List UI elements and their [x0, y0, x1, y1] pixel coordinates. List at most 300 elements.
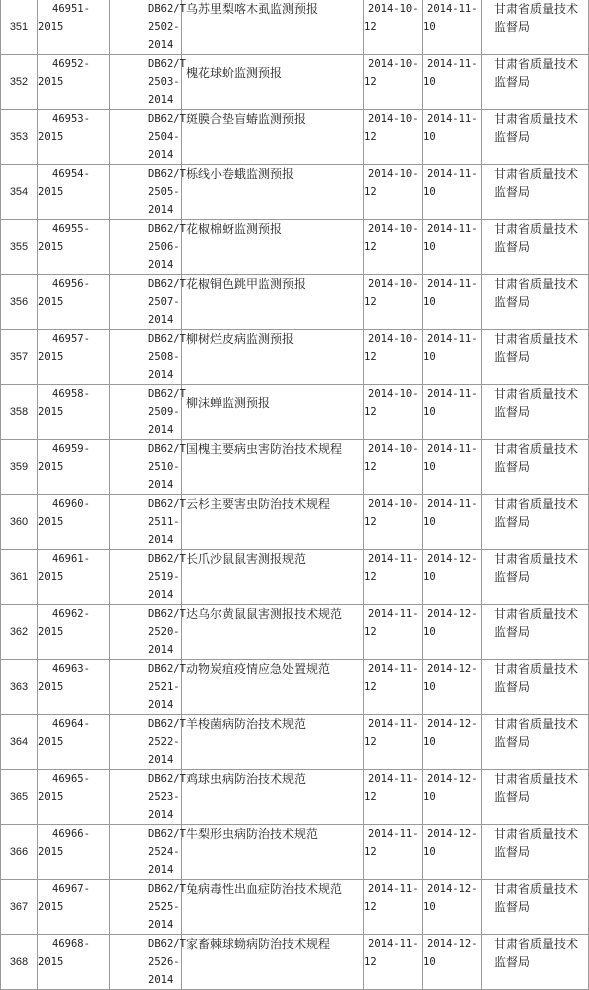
row-number-cell: [1, 55, 38, 110]
table-row: [1, 935, 589, 990]
standard-name: 乌苏里梨喀木虱监测预报: [186, 2, 319, 16]
issue-date-part1: 2014-10-: [368, 498, 419, 510]
standard-prefix: DB62/T: [148, 443, 186, 455]
standard-number: 2525-2014: [148, 901, 180, 931]
issue-date-part1: 2014-11-: [368, 608, 419, 620]
department-cell: [482, 110, 589, 165]
standard-number: 2509-2014: [148, 406, 180, 436]
record-number: 46952-: [52, 58, 90, 70]
standard-id-cell: [110, 770, 186, 825]
row-number-cell: [1, 275, 38, 330]
standard-id-cell: [110, 660, 186, 715]
standard-code-cell: [38, 165, 110, 220]
standard-id-cell: [110, 220, 186, 275]
record-year: 2015: [38, 406, 64, 418]
issue-date-part2: 12: [364, 461, 377, 473]
department-name: 甘肃省质量技术 监督局: [494, 332, 579, 364]
table-row: [1, 825, 589, 880]
standard-name: 羊梭菌病防治技术规范: [186, 717, 307, 731]
row-number: 356: [9, 296, 29, 308]
record-number: 46957-: [52, 333, 90, 345]
standard-name: 槐花球蚧监测预报: [186, 66, 283, 80]
standard-name-cell: [182, 660, 364, 715]
row-number-cell: [1, 715, 38, 770]
implement-date-cell: [423, 165, 482, 220]
implement-date-part2: 10: [423, 626, 436, 638]
implement-date-part1: 2014-11-: [427, 388, 478, 400]
implement-date-part1: 2014-11-: [427, 278, 478, 290]
table-row: [1, 550, 589, 605]
record-year: 2015: [38, 461, 64, 473]
issue-date-cell: [364, 660, 423, 715]
issue-date-part2: 12: [364, 901, 377, 913]
standard-name: 花椒棉蚜监测预报: [186, 222, 283, 236]
standard-name-cell: [182, 605, 364, 660]
issue-date-part2: 12: [364, 626, 377, 638]
standard-code-cell: [38, 715, 110, 770]
implement-date-cell: [423, 660, 482, 715]
department-cell: [482, 495, 589, 550]
issue-date-part2: 12: [364, 846, 377, 858]
issue-date-cell: [364, 0, 423, 55]
department-name: 甘肃省质量技术 监督局: [494, 607, 579, 639]
issue-date-part1: 2014-10-: [368, 333, 419, 345]
record-year: 2015: [38, 21, 64, 33]
department-name: 甘肃省质量技术 监督局: [494, 772, 579, 804]
record-number: 46967-: [52, 883, 90, 895]
standard-prefix: DB62/T: [148, 388, 186, 400]
record-number: 46962-: [52, 608, 90, 620]
standard-name: 斑膜合垫盲蝽监测预报: [186, 112, 307, 126]
standard-name: 云杉主要害虫防治技术规程: [186, 497, 331, 511]
standard-name-cell: [182, 165, 364, 220]
implement-date-part2: 10: [423, 296, 436, 308]
standard-id-cell: [110, 935, 186, 990]
standard-name-cell: [182, 330, 364, 385]
department-name: 甘肃省质量技术 监督局: [494, 167, 579, 199]
standard-id-cell: [110, 880, 186, 935]
standard-code-cell: [38, 220, 110, 275]
implement-date-part2: 10: [423, 901, 436, 913]
row-number-cell: [1, 165, 38, 220]
issue-date-cell: [364, 330, 423, 385]
standard-name: 柳沫蝉监测预报: [186, 396, 271, 410]
standard-name: 鸡球虫病防治技术规范: [186, 772, 307, 786]
issue-date-cell: [364, 495, 423, 550]
implement-date-part1: 2014-12-: [427, 608, 478, 620]
standard-id-cell: [110, 440, 186, 495]
row-number: 363: [9, 681, 29, 693]
table-row: [1, 880, 589, 935]
implement-date-part1: 2014-12-: [427, 773, 478, 785]
standard-prefix: DB62/T: [148, 608, 186, 620]
standard-number: 2511-2014: [148, 516, 180, 546]
row-number-cell: [1, 330, 38, 385]
standard-name-cell: [182, 55, 364, 110]
issue-date-part2: 12: [364, 956, 377, 968]
standard-id-cell: [110, 330, 186, 385]
standard-prefix: DB62/T: [148, 498, 186, 510]
implement-date-cell: [423, 330, 482, 385]
issue-date-cell: [364, 275, 423, 330]
standard-name-cell: [182, 550, 364, 605]
department-name: 甘肃省质量技术 监督局: [494, 57, 579, 89]
implement-date-part2: 10: [423, 681, 436, 693]
record-number: 46954-: [52, 168, 90, 180]
department-name: 甘肃省质量技术 监督局: [494, 2, 579, 34]
implement-date-cell: [423, 110, 482, 165]
department-cell: [482, 275, 589, 330]
record-number: 46955-: [52, 223, 90, 235]
standard-number: 2519-2014: [148, 571, 180, 601]
department-cell: [482, 550, 589, 605]
record-number: 46956-: [52, 278, 90, 290]
standard-prefix: DB62/T: [148, 938, 186, 950]
implement-date-cell: [423, 605, 482, 660]
row-number: 355: [9, 241, 29, 253]
department-cell: [482, 880, 589, 935]
row-number: 354: [9, 186, 29, 198]
standard-code-cell: [38, 385, 110, 440]
row-number: 368: [9, 956, 29, 968]
implement-date-part2: 10: [423, 131, 436, 143]
issue-date-part1: 2014-11-: [368, 828, 419, 840]
implement-date-part1: 2014-11-: [427, 498, 478, 510]
record-year: 2015: [38, 791, 64, 803]
standard-name-cell: [182, 220, 364, 275]
standard-prefix: DB62/T: [148, 58, 186, 70]
issue-date-part1: 2014-11-: [368, 773, 419, 785]
implement-date-part2: 10: [423, 516, 436, 528]
standard-name: 柳树烂皮病监测预报: [186, 332, 295, 346]
record-number: 46964-: [52, 718, 90, 730]
implement-date-part2: 10: [423, 461, 436, 473]
standard-prefix: DB62/T: [148, 333, 186, 345]
standard-prefix: DB62/T: [148, 663, 186, 675]
department-cell: [482, 0, 589, 55]
standard-number: 2507-2014: [148, 296, 180, 326]
implement-date-part2: 10: [423, 406, 436, 418]
row-number: 352: [9, 76, 29, 88]
issue-date-cell: [364, 880, 423, 935]
issue-date-part2: 12: [364, 681, 377, 693]
implement-date-cell: [423, 880, 482, 935]
standard-number: 2503-2014: [148, 76, 180, 106]
issue-date-part1: 2014-10-: [368, 58, 419, 70]
implement-date-cell: [423, 495, 482, 550]
standard-name: 花椒铜色跳甲监测预报: [186, 277, 307, 291]
row-number-cell: [1, 605, 38, 660]
standard-name-cell: [182, 275, 364, 330]
row-number: 361: [9, 571, 29, 583]
table-row: [1, 220, 589, 275]
department-name: 甘肃省质量技术 监督局: [494, 442, 579, 474]
implement-date-part1: 2014-11-: [427, 333, 478, 345]
row-number-cell: [1, 770, 38, 825]
issue-date-part1: 2014-10-: [368, 3, 419, 15]
row-number: 364: [9, 736, 29, 748]
department-cell: [482, 165, 589, 220]
standard-number: 2505-2014: [148, 186, 180, 216]
row-number-cell: [1, 110, 38, 165]
standard-name-cell: [182, 495, 364, 550]
standard-id-cell: [110, 165, 186, 220]
issue-date-cell: [364, 220, 423, 275]
department-cell: [482, 220, 589, 275]
department-name: 甘肃省质量技术 监督局: [494, 552, 579, 584]
implement-date-part1: 2014-12-: [427, 828, 478, 840]
implement-date-cell: [423, 715, 482, 770]
implement-date-part1: 2014-12-: [427, 718, 478, 730]
department-cell: [482, 770, 589, 825]
department-cell: [482, 330, 589, 385]
standard-name-cell: [182, 825, 364, 880]
standard-code-cell: [38, 330, 110, 385]
standard-name: 达乌尔黄鼠鼠害测报技术规范: [186, 607, 343, 621]
issue-date-part2: 12: [364, 186, 377, 198]
standard-number: 2510-2014: [148, 461, 180, 491]
row-number-cell: [1, 880, 38, 935]
department-name: 甘肃省质量技术 监督局: [494, 662, 579, 694]
table-body: [1, 0, 589, 990]
standard-number: 2521-2014: [148, 681, 180, 711]
department-cell: [482, 660, 589, 715]
row-number: 353: [9, 131, 29, 143]
standard-prefix: DB62/T: [148, 223, 186, 235]
record-number: 46960-: [52, 498, 90, 510]
standard-code-cell: [38, 605, 110, 660]
standard-prefix: DB62/T: [148, 883, 186, 895]
standard-code-cell: [38, 110, 110, 165]
standard-prefix: DB62/T: [148, 3, 186, 15]
issue-date-cell: [364, 110, 423, 165]
standard-code-cell: [38, 0, 110, 55]
standard-name-cell: [182, 385, 364, 440]
department-cell: [482, 55, 589, 110]
table-row: [1, 495, 589, 550]
standard-number: 2508-2014: [148, 351, 180, 381]
department-cell: [482, 935, 589, 990]
implement-date-cell: [423, 770, 482, 825]
implement-date-part1: 2014-11-: [427, 223, 478, 235]
implement-date-part2: 10: [423, 186, 436, 198]
department-name: 甘肃省质量技术 监督局: [494, 827, 579, 859]
row-number: 358: [9, 406, 29, 418]
implement-date-cell: [423, 440, 482, 495]
standard-code-cell: [38, 550, 110, 605]
standard-id-cell: [110, 385, 186, 440]
department-name: 甘肃省质量技术 监督局: [494, 882, 579, 914]
implement-date-part1: 2014-12-: [427, 553, 478, 565]
standard-name: 动物炭疽疫情应急处置规范: [186, 662, 331, 676]
issue-date-cell: [364, 715, 423, 770]
standard-name-cell: [182, 880, 364, 935]
issue-date-part1: 2014-10-: [368, 388, 419, 400]
row-number: 357: [9, 351, 29, 363]
implement-date-part2: 10: [423, 956, 436, 968]
implement-date-part1: 2014-12-: [427, 938, 478, 950]
record-number: 46953-: [52, 113, 90, 125]
department-name: 甘肃省质量技术 监督局: [494, 112, 579, 144]
issue-date-part2: 12: [364, 736, 377, 748]
implement-date-cell: [423, 385, 482, 440]
issue-date-part1: 2014-10-: [368, 113, 419, 125]
issue-date-part1: 2014-11-: [368, 883, 419, 895]
row-number: 351: [9, 21, 29, 33]
standard-name: 牛梨形虫病防治技术规范: [186, 827, 319, 841]
record-year: 2015: [38, 131, 64, 143]
issue-date-cell: [364, 605, 423, 660]
issue-date-part2: 12: [364, 296, 377, 308]
record-year: 2015: [38, 901, 64, 913]
table-row: [1, 165, 589, 220]
standard-name: 家畜棘球蚴病防治技术规程: [186, 937, 331, 951]
department-cell: [482, 440, 589, 495]
issue-date-cell: [364, 165, 423, 220]
record-year: 2015: [38, 846, 64, 858]
row-number-cell: [1, 440, 38, 495]
row-number-cell: [1, 0, 38, 55]
standard-number: 2504-2014: [148, 131, 180, 161]
row-number-cell: [1, 495, 38, 550]
standard-code-cell: [38, 935, 110, 990]
record-number: 46951-: [52, 3, 90, 15]
issue-date-part2: 12: [364, 241, 377, 253]
standard-code-cell: [38, 770, 110, 825]
row-number-cell: [1, 550, 38, 605]
department-name: 甘肃省质量技术 监督局: [494, 277, 579, 309]
implement-date-part2: 10: [423, 351, 436, 363]
implement-date-part2: 10: [423, 846, 436, 858]
record-year: 2015: [38, 351, 64, 363]
record-year: 2015: [38, 516, 64, 528]
record-number: 46966-: [52, 828, 90, 840]
record-year: 2015: [38, 571, 64, 583]
table-row: [1, 605, 589, 660]
issue-date-part1: 2014-11-: [368, 663, 419, 675]
row-number-cell: [1, 935, 38, 990]
row-number: 366: [9, 846, 29, 858]
issue-date-part1: 2014-11-: [368, 938, 419, 950]
department-cell: [482, 825, 589, 880]
implement-date-part1: 2014-11-: [427, 168, 478, 180]
standard-number: 2520-2014: [148, 626, 180, 656]
standard-id-cell: [110, 110, 186, 165]
implement-date-cell: [423, 55, 482, 110]
standard-name-cell: [182, 935, 364, 990]
standard-code-cell: [38, 440, 110, 495]
implement-date-part2: 10: [423, 21, 436, 33]
standard-prefix: DB62/T: [148, 828, 186, 840]
implement-date-part2: 10: [423, 241, 436, 253]
standard-id-cell: [110, 0, 186, 55]
implement-date-part1: 2014-11-: [427, 58, 478, 70]
row-number-cell: [1, 220, 38, 275]
row-number-cell: [1, 660, 38, 715]
standard-number: 2502-2014: [148, 21, 180, 51]
record-year: 2015: [38, 626, 64, 638]
issue-date-part2: 12: [364, 791, 377, 803]
row-number-cell: [1, 825, 38, 880]
issue-date-part2: 12: [364, 351, 377, 363]
implement-date-cell: [423, 0, 482, 55]
issue-date-part1: 2014-10-: [368, 278, 419, 290]
implement-date-part1: 2014-12-: [427, 663, 478, 675]
table-row: [1, 275, 589, 330]
issue-date-cell: [364, 825, 423, 880]
department-name: 甘肃省质量技术 监督局: [494, 387, 579, 419]
implement-date-part1: 2014-11-: [427, 3, 478, 15]
record-number: 46958-: [52, 388, 90, 400]
issue-date-part2: 12: [364, 406, 377, 418]
record-number: 46959-: [52, 443, 90, 455]
standard-prefix: DB62/T: [148, 168, 186, 180]
issue-date-cell: [364, 935, 423, 990]
department-name: 甘肃省质量技术 监督局: [494, 497, 579, 529]
standard-id-cell: [110, 715, 186, 770]
department-name: 甘肃省质量技术 监督局: [494, 222, 579, 254]
record-year: 2015: [38, 736, 64, 748]
standard-number: 2524-2014: [148, 846, 180, 876]
table-row: [1, 770, 589, 825]
table-row: [1, 385, 589, 440]
implement-date-cell: [423, 935, 482, 990]
record-number: 46963-: [52, 663, 90, 675]
standard-name-cell: [182, 715, 364, 770]
standard-id-cell: [110, 55, 186, 110]
issue-date-cell: [364, 440, 423, 495]
table-row: [1, 440, 589, 495]
implement-date-part2: 10: [423, 571, 436, 583]
table-row: [1, 715, 589, 770]
implement-date-cell: [423, 275, 482, 330]
standard-name-cell: [182, 0, 364, 55]
row-number: 359: [9, 461, 29, 473]
standard-number: 2506-2014: [148, 241, 180, 271]
record-year: 2015: [38, 296, 64, 308]
table-row: [1, 55, 589, 110]
standard-number: 2523-2014: [148, 791, 180, 821]
table-row: [1, 110, 589, 165]
standard-code-cell: [38, 495, 110, 550]
standard-name: 国槐主要病虫害防治技术规程: [186, 442, 343, 456]
standard-code-cell: [38, 880, 110, 935]
standard-prefix: DB62/T: [148, 718, 186, 730]
row-number: 365: [9, 791, 29, 803]
standard-name: 栎线小卷蛾监测预报: [186, 167, 295, 181]
standard-prefix: DB62/T: [148, 278, 186, 290]
department-name: 甘肃省质量技术 监督局: [494, 717, 579, 749]
record-number: 46965-: [52, 773, 90, 785]
record-year: 2015: [38, 681, 64, 693]
implement-date-part2: 10: [423, 736, 436, 748]
implement-date-part1: 2014-11-: [427, 113, 478, 125]
issue-date-part1: 2014-10-: [368, 443, 419, 455]
department-cell: [482, 715, 589, 770]
issue-date-part1: 2014-10-: [368, 223, 419, 235]
standard-name-cell: [182, 440, 364, 495]
standard-prefix: DB62/T: [148, 113, 186, 125]
standard-prefix: DB62/T: [148, 553, 186, 565]
table-row: [1, 660, 589, 715]
standard-number: 2522-2014: [148, 736, 180, 766]
record-number: 46961-: [52, 553, 90, 565]
standard-name-cell: [182, 770, 364, 825]
issue-date-part1: 2014-10-: [368, 168, 419, 180]
issue-date-cell: [364, 770, 423, 825]
issue-date-part2: 12: [364, 21, 377, 33]
issue-date-cell: [364, 550, 423, 605]
